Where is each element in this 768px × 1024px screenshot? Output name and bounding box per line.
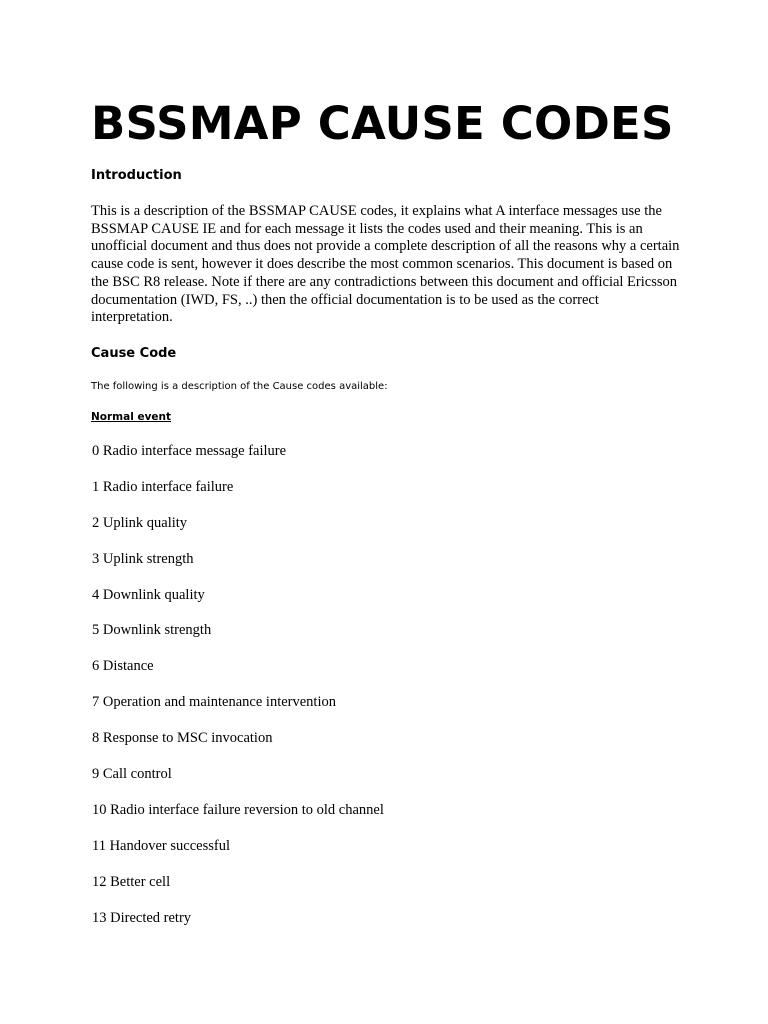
cause-code-item: 10 Radio interface failure reversion to old channel bbox=[92, 801, 384, 818]
cause-code-item: 6 Distance bbox=[92, 658, 154, 675]
cause-code-item: 3 Uplink strength bbox=[92, 550, 194, 567]
cause-code-item: 11 Handover successful bbox=[92, 837, 230, 854]
cause-code-item: 0 Radio interface message failure bbox=[92, 443, 287, 459]
cause-code-item: 7 Operation and maintenance intervention bbox=[92, 694, 336, 711]
cause-code-heading: Cause Code bbox=[91, 346, 177, 361]
cause-code-intro: The following is a description of the Cause codes available: bbox=[91, 381, 388, 392]
cause-code-item: 2 Uplink quality bbox=[92, 514, 188, 531]
cause-code-item: 5 Downlink strength bbox=[92, 622, 212, 639]
introduction-heading: Introduction bbox=[91, 168, 182, 183]
cause-code-item: 4 Downlink quality bbox=[92, 586, 205, 603]
cause-code-item: 8 Response to MSC invocation bbox=[92, 730, 273, 747]
cause-code-item: 13 Directed retry bbox=[92, 909, 192, 926]
normal-event-label: Normal event bbox=[91, 411, 172, 423]
document-title: BSSMAP CAUSE CODES bbox=[91, 97, 674, 150]
cause-code-item: 12 Better cell bbox=[92, 873, 171, 890]
cause-code-item: 1 Radio interface failure bbox=[92, 478, 234, 495]
cause-code-item: 9 Call control bbox=[92, 766, 172, 783]
cause-code-list bbox=[92, 442, 384, 944]
introduction-paragraph: This is a description of the BSSMAP CAUSE codes, it explains what A interface messages use the BSSMAP CAUSE IE and for each message it lists the codes used and their meaning. This is an unofficial document and thus does not provide a complete description of all the reasons why a certain cause code is sent, however it does describe the most common scenarios. This document is based on the BSC R8 release. Note if there are any contradictions between this document and official Ericsson documentation (IWD, FS, ..) then the official documentation is to be used as the correct interpretation. bbox=[91, 203, 680, 326]
